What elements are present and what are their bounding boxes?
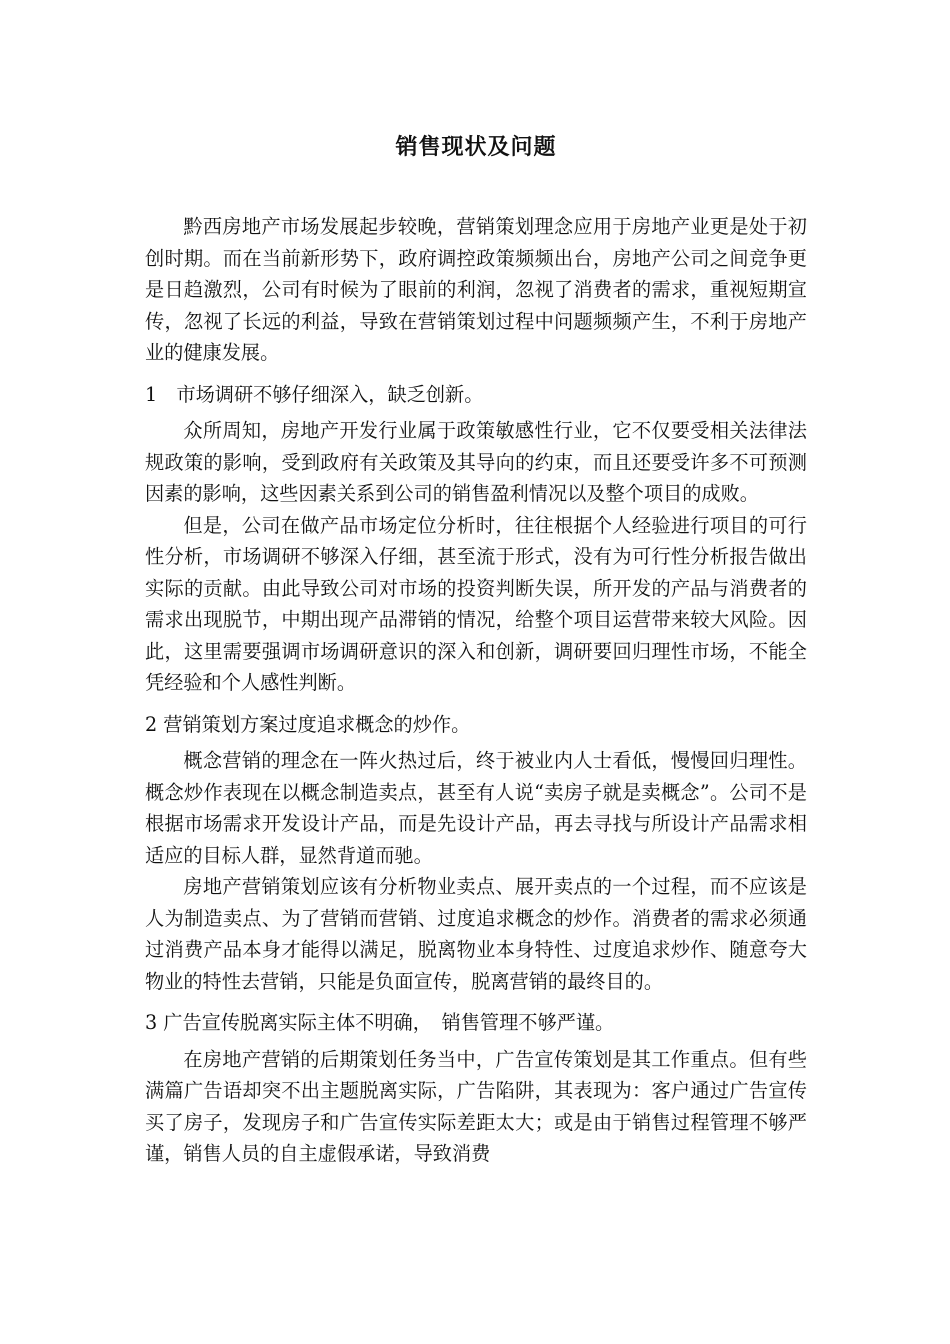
section-heading-1: 1 市场调研不够仔细深入，缺乏创新。 (145, 382, 484, 406)
section-heading-2: 2 营销策划方案过度追求概念的炒作。 (145, 712, 471, 736)
paragraph: 概念营销的理念在一阵火热过后，终于被业内人士看低，慢慢回归理性。概念炒作表现在以概念制造卖点，甚至有人说“卖房子就是卖概念”。公司不是根据市场需求开发设计产品，而是先设计产品，再去寻找与所设计产品需求相适应的目标人群，显然背道而驰。 (145, 749, 807, 867)
paragraph: 众所周知，房地产开发行业属于政策敏感性行业，它不仅要受相关法律法规政策的影响，受到政府有关政策及其导向的约束，而且还要受许多不可预测因素的影响，这些因素关系到公司的销售盈利情况以及整个项目的成败。 (145, 419, 807, 505)
paragraph: 房地产营销策划应该有分析物业卖点、展开卖点的一个过程，而不应该是人为制造卖点、为了营销而营销、过度追求概念的炒作。消费者的需求必须通过消费产品本身才能得以满足，脱离物业本身特性、过度追求炒作、随意夸大物业的特性去营销，只能是负面宣传，脱离营销的最终目的。 (145, 875, 807, 993)
page-title: 销售现状及问题 (395, 135, 557, 160)
intro-paragraph: 黔西房地产市场发展起步较晚，营销策划理念应用于房地产业更是处于初创时期。而在当前新形势下，政府调控政策频频出台，房地产公司之间竞争更是日趋激烈，公司有时候为了眼前的利润，忽视了消费者的需求，重视短期宣传，忽视了长远的利益，导致在营销策划过程中问题频频产生，不利于房地产业的健康发展。 (145, 215, 807, 364)
document-body (145, 211, 807, 1170)
paragraph: 但是，公司在做产品市场定位分析时，往往根据个人经验进行项目的可行性分析，市场调研不够深入仔细，甚至流于形式，没有为可行性分析报告做出实际的贡献。由此导致公司对市场的投资判断失误，所开发的产品与消费者的需求出现脱节，中期出现产品滞销的情况，给整个项目运营带来较大风险。因此，这里需要强调市场调研意识的深入和创新，调研要回归理性市场，不能全凭经验和个人感性判断。 (145, 513, 807, 694)
section-heading-3: 3 广告宣传脱离实际主体不明确， 销售管理不够严谨。 (145, 1011, 615, 1034)
paragraph: 在房地产营销的后期策划任务当中，广告宣传策划是其工作重点。但有些满篇广告语却突不出主题脱离实际，广告陷阱，其表现为：客户通过广告宣传买了房子，发现房子和广告宣传实际差距太大；或是由于销售过程管理不够严谨，销售人员的自主虚假承诺，导致消费 (145, 1047, 807, 1165)
